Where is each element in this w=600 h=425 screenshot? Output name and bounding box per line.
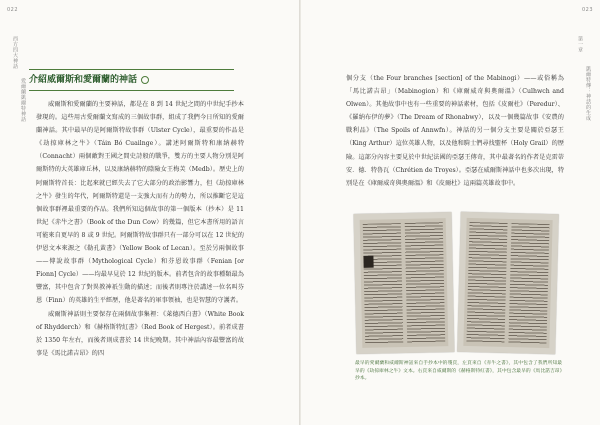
- running-subhead-left: 愛爾蘭凱爾特神話: [20, 78, 26, 122]
- page-number-left: 022: [7, 7, 19, 13]
- manuscript-figure: [355, 213, 560, 353]
- circle-ornament-icon: [141, 76, 149, 84]
- section-heading: [29, 69, 269, 91]
- figure-caption: 最早的愛爾蘭和威爾斯神話來自手抄本中的殘頁，左頁來自《赤牛之書》，其中包含了我們所知最早的《劫掠庫林之牛》文本。右頁來自威爾斯的《赫格斯特紅書》，其中包含最早的《馬比諾吉昂》抄本。: [355, 361, 562, 382]
- body-paragraph: 威爾斯和愛爾蘭的主要神話，都是在 8 到 14 世紀之間的中世紀手抄本發現的。這些用古愛爾蘭文寫成的三個故事群，組成了我們今日所知的愛爾蘭神話。其中最早的是阿爾斯特故事群（Ulster Cycle），最重要的作品是《劫掠庫林之牛》（Táin Bó Cuailnge）。講述阿爾斯特和康納赫特（Connacht）兩個敵對王國之間史詩般的戰爭，雙方的主要人物分別是阿爾斯特的大英雄庫丘林，以及康納赫特的陰險女王梅芙（Medb）。歷史上的阿爾斯特首長：比起來就已經失去了它大部分的政治影響力，但《劫掠庫林之牛》發生的年代，阿爾斯特還是一支強大而有力的勢力，所以推斷它是這個故事群裡最重要的作品。我們所知這個故事的第一個版本（抄本）是 11 世紀《赤牛之書》（Book of the Dun Cow）的幾篇，但它本書所用的語言可能來自更早的 8 或 9 世紀。阿爾斯特故事群只有一部分可以在 12 世紀的伊恩文本來源之《勒孔黃書》（Yellow Book of Lecan）。至於另兩個故事——傳說故事群（Mythological Cycle）和芬恩故事群（Fenian [or Fionn] Cycle）——均最早見於 12 世紀的版本。前者包含的故事種類最為豐富，其中包含了對異教神祇生動的描述；而後者則專注於講述一位名叫芬恩（Finn）的英雄的生平經歷，他是著名的軍事領袖，也是智慧的守護者。: [36, 101, 244, 305]
- left-body-text: [36, 98, 244, 360]
- body-paragraph: 個分支（the Four branches [section] of the Mabinogi）——或俗稱為「馬比諾吉昂」（Mabinogion）和《庫爾威奇與奧爾溫》（Culhwch and Olwen）。其他故事中也有一些重要的神話素材，包括《皮爾杜》（Peredur）、《羅納布伊的夢》（The Dream of Rhonabwy），以及一個幾篇故事《安農的戰利品》（The Spoils of Annwfn）。神話的另一個分支主要是關於亞瑟王（King Arthur）這位英雄人物，以及他和騎士們尋找聖杯（Holy Grail）的歷險。這部分內容主要見於中世紀法國的亞瑟王傳奇，其中最著名的作者是克雷蒂安．德．特魯瓦（Chrétien de Troyes）。亞瑟在威爾斯神話中也多次出現，特別是在《庫爾威奇與奧爾溫》和《皮爾杜》這兩篇英雄故事中。: [346, 75, 564, 187]
- running-head-right: 第一章: [577, 36, 583, 53]
- manuscript-image-book-of-dun-cow: [354, 212, 455, 354]
- left-page: [0, 0, 299, 425]
- heading-bottom-rule: [29, 90, 234, 91]
- right-body-text: [346, 72, 564, 190]
- page-number-right: 023: [581, 7, 593, 13]
- running-head-left: 西方四大神話: [12, 36, 18, 69]
- body-paragraph: 威爾斯神話則主要保存在兩個故事集裡：《萊德西白書》（White Book of Rhydderch）和《赫格斯特紅書》（Red Book of Hergest）。前者成書於 1350 年左右，而後者則成書於 14 世紀晚期。其中神話內容最豐富的故事是《馬比諾吉昂》的四: [36, 310, 244, 357]
- illuminated-initial: [363, 256, 373, 268]
- manuscript-image-red-book-of-hergest: [457, 212, 559, 355]
- running-subhead-right: 凱爾特傳：神話的生成: [585, 66, 591, 121]
- section-title: 介紹威爾斯和愛爾蘭的神話: [29, 75, 138, 85]
- heading-top-rule: [29, 69, 234, 70]
